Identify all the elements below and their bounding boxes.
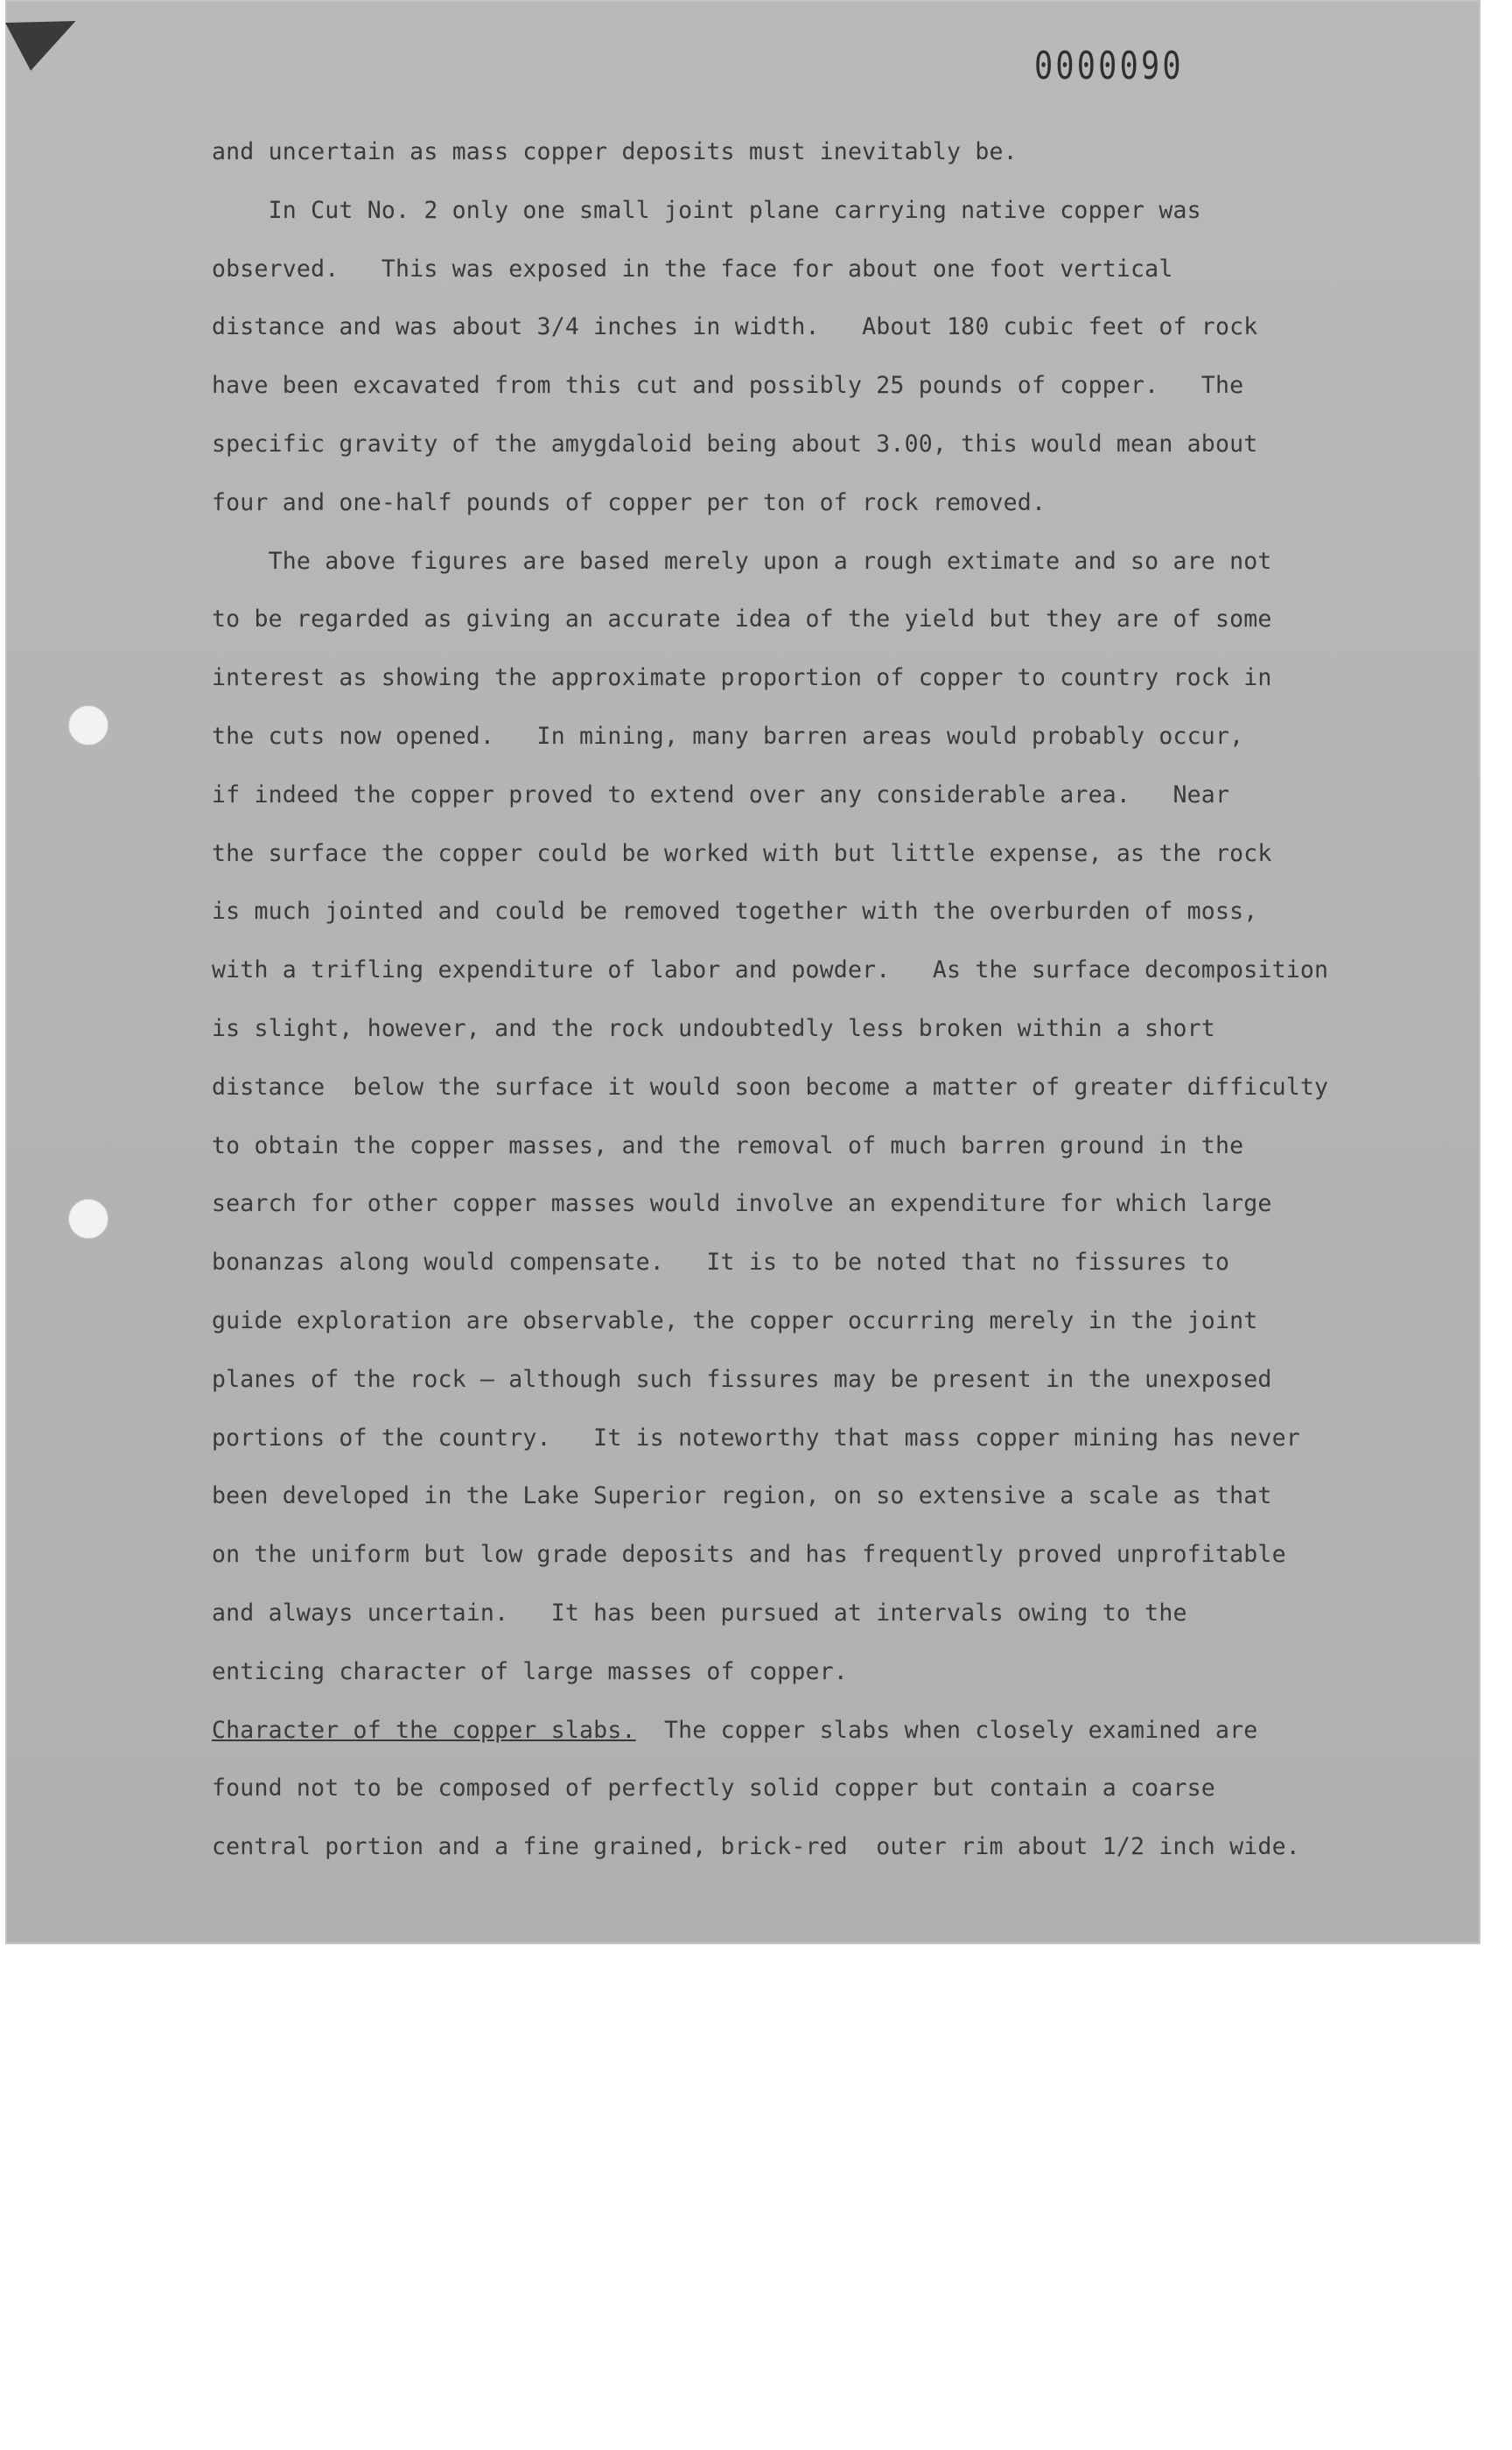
text-line: is much jointed and could be removed together with the overburden of moss,	[212, 898, 1258, 925]
corner-marker-icon	[5, 0, 87, 71]
text-line: four and one-half pounds of copper per ton of rock removed.	[212, 489, 1046, 516]
text-line	[212, 1717, 1257, 1744]
text-line: search for other copper masses would involve an expenditure for which large	[212, 1190, 1272, 1217]
text-line: planes of the rock — although such fissures may be present in the unexposed	[212, 1366, 1272, 1393]
text-line: enticing character of large masses of copper.	[212, 1658, 848, 1685]
text-line: In Cut No. 2 only one small joint plane carrying native copper was	[212, 197, 1201, 224]
text-line: the surface the copper could be worked with but little expense, as the rock	[212, 840, 1272, 867]
text-line: found not to be composed of perfectly solid copper but contain a coarse	[212, 1774, 1215, 1802]
document-page	[5, 0, 1480, 1944]
text-line: and uncertain as mass copper deposits must inevitably be.	[212, 138, 1018, 165]
punch-hole-icon	[68, 1199, 108, 1239]
text-line: guide exploration are observable, the copper occurring merely in the joint	[212, 1307, 1258, 1334]
text-line: portions of the country. It is noteworthy that mass copper mining has never	[212, 1424, 1300, 1452]
text-line: and always uncertain. It has been pursued at intervals owing to the	[212, 1600, 1187, 1627]
text-line: if indeed the copper proved to extend over any considerable area. Near	[212, 781, 1230, 808]
text-line: interest as showing the approximate proportion of copper to country rock in	[212, 664, 1272, 691]
text-line: bonanzas along would compensate. It is to be noted that no fissures to	[212, 1249, 1230, 1276]
text-line: been developed in the Lake Superior region, on so extensive a scale as that	[212, 1482, 1272, 1509]
text-line: central portion and a fine grained, brick-red outer rim about 1/2 inch wide.	[212, 1833, 1300, 1860]
text-line: specific gravity of the amygdaloid being about 3.00, this would mean about	[212, 430, 1258, 458]
punch-hole-icon	[68, 705, 108, 746]
text-line: to be regarded as giving an accurate idea of the yield but they are of some	[212, 606, 1272, 633]
text-line: to obtain the copper masses, and the removal of much barren ground in the	[212, 1132, 1244, 1159]
text-line: observed. This was exposed in the face for about one foot vertical	[212, 256, 1173, 283]
section-heading: Character of the copper slabs.	[212, 1717, 636, 1744]
text-line: is slight, however, and the rock undoubtedly less broken within a short	[212, 1015, 1215, 1042]
text-line-continuation: The copper slabs when closely examined are	[635, 1717, 1258, 1744]
text-line: distance and was about 3/4 inches in width. About 180 cubic feet of rock	[212, 313, 1258, 340]
text-line: with a trifling expenditure of labor and powder. As the surface decomposition	[212, 956, 1329, 984]
text-line: The above figures are based merely upon a rough extimate and so are not	[212, 548, 1272, 575]
text-line: distance below the surface it would soon become a matter of greater difficulty	[212, 1074, 1329, 1101]
text-line: the cuts now opened. In mining, many barren areas would probably occur,	[212, 723, 1244, 750]
text-line: have been excavated from this cut and possibly 25 pounds of copper. The	[212, 372, 1244, 399]
text-line: on the uniform but low grade deposits and has frequently proved unprofitable	[212, 1541, 1286, 1568]
document-number: 0000090	[1034, 44, 1184, 88]
